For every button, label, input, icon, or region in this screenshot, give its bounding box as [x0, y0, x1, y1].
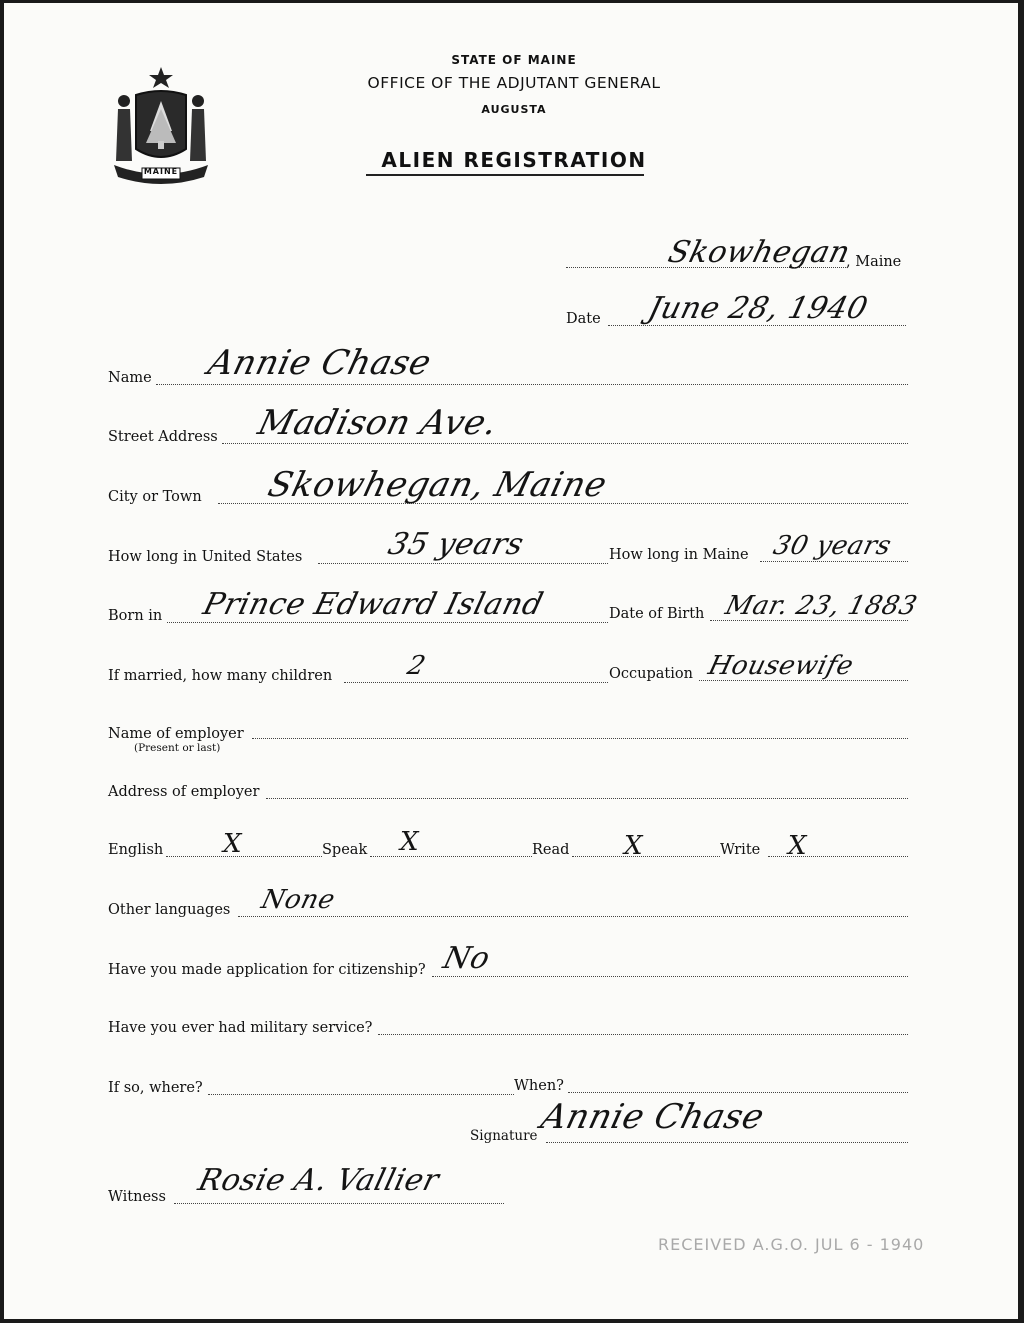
read-mark: X [624, 831, 643, 861]
maine-duration-value: 30 years [770, 531, 895, 561]
title-underline [366, 174, 644, 176]
employer-line [252, 738, 908, 739]
name-line [156, 384, 908, 385]
witness-line [174, 1203, 504, 1204]
citizenship-value: No [439, 941, 494, 976]
english-line [166, 856, 322, 857]
registration-form [4, 3, 1018, 1319]
signature-value: Annie Chase [537, 1097, 769, 1137]
read-label: Read [532, 842, 570, 858]
location-value: Skowhegan [664, 235, 854, 270]
dob-label: Date of Birth [609, 606, 705, 622]
us-duration-value: 35 years [384, 527, 528, 562]
write-mark: X [788, 831, 807, 861]
street-line [222, 443, 908, 444]
city-heading: AUGUSTA [481, 103, 547, 116]
when-label: When? [514, 1078, 564, 1094]
signature-label: Signature [470, 1128, 538, 1144]
employer-sublabel: (Present or last) [134, 742, 221, 754]
where-label: If so, where? [108, 1080, 203, 1096]
born-in-label: Born in [108, 608, 163, 624]
occupation-value: Housewife [705, 651, 857, 681]
city-label: City or Town [108, 489, 202, 505]
when-line [568, 1092, 908, 1093]
witness-label: Witness [108, 1189, 166, 1205]
maine-duration-label: How long in Maine [609, 547, 749, 563]
state-heading: STATE OF MAINE [451, 53, 577, 67]
other-languages-line [238, 916, 908, 917]
office-heading: OFFICE OF THE ADJUTANT GENERAL [367, 74, 661, 92]
maine-duration-line [760, 561, 908, 562]
witness-value: Rosie A. Vallier [194, 1163, 443, 1198]
citizenship-line [432, 976, 908, 977]
date-value: June 28, 1940 [644, 291, 872, 326]
signature-line [546, 1142, 908, 1143]
street-label: Street Address [108, 429, 218, 445]
other-languages-label: Other languages [108, 902, 231, 918]
us-duration-line [318, 563, 608, 564]
speak-mark: X [400, 827, 419, 857]
other-languages-value: None [258, 885, 339, 915]
read-line [572, 856, 720, 857]
form-title: ALIEN REGISTRATION [381, 148, 647, 172]
english-mark: X [223, 829, 242, 859]
street-value: Madison Ave. [254, 403, 502, 443]
occupation-label: Occupation [609, 666, 693, 682]
speak-line [370, 856, 532, 857]
date-label: Date [566, 311, 601, 327]
name-label: Name [108, 370, 152, 386]
children-label: If married, how many children [108, 668, 333, 684]
name-value: Annie Chase [204, 343, 436, 383]
received-stamp: RECEIVED A.G.O. JUL 6 - 1940 [658, 1235, 925, 1254]
seal-label: MAINE [143, 167, 179, 176]
born-in-line [167, 622, 608, 623]
born-in-value: Prince Edward Island [199, 587, 547, 622]
employer-address-label: Address of employer [108, 784, 260, 800]
military-line [378, 1034, 908, 1035]
us-duration-label: How long in United States [108, 549, 303, 565]
military-label: Have you ever had military service? [108, 1020, 373, 1036]
city-value: Skowhegan, Maine [264, 465, 612, 505]
english-label: English [108, 842, 164, 858]
employer-address-line [266, 798, 908, 799]
children-value: 2 [404, 651, 429, 681]
where-line [208, 1094, 514, 1095]
citizenship-label: Have you made application for citizenship? [108, 962, 426, 978]
employer-label: Name of employer [108, 726, 244, 742]
write-label: Write [720, 842, 761, 858]
children-line [344, 682, 608, 683]
speak-label: Speak [322, 842, 368, 858]
dob-value: Mar. 23, 1883 [722, 591, 921, 621]
location-suffix: , Maine [846, 254, 902, 270]
